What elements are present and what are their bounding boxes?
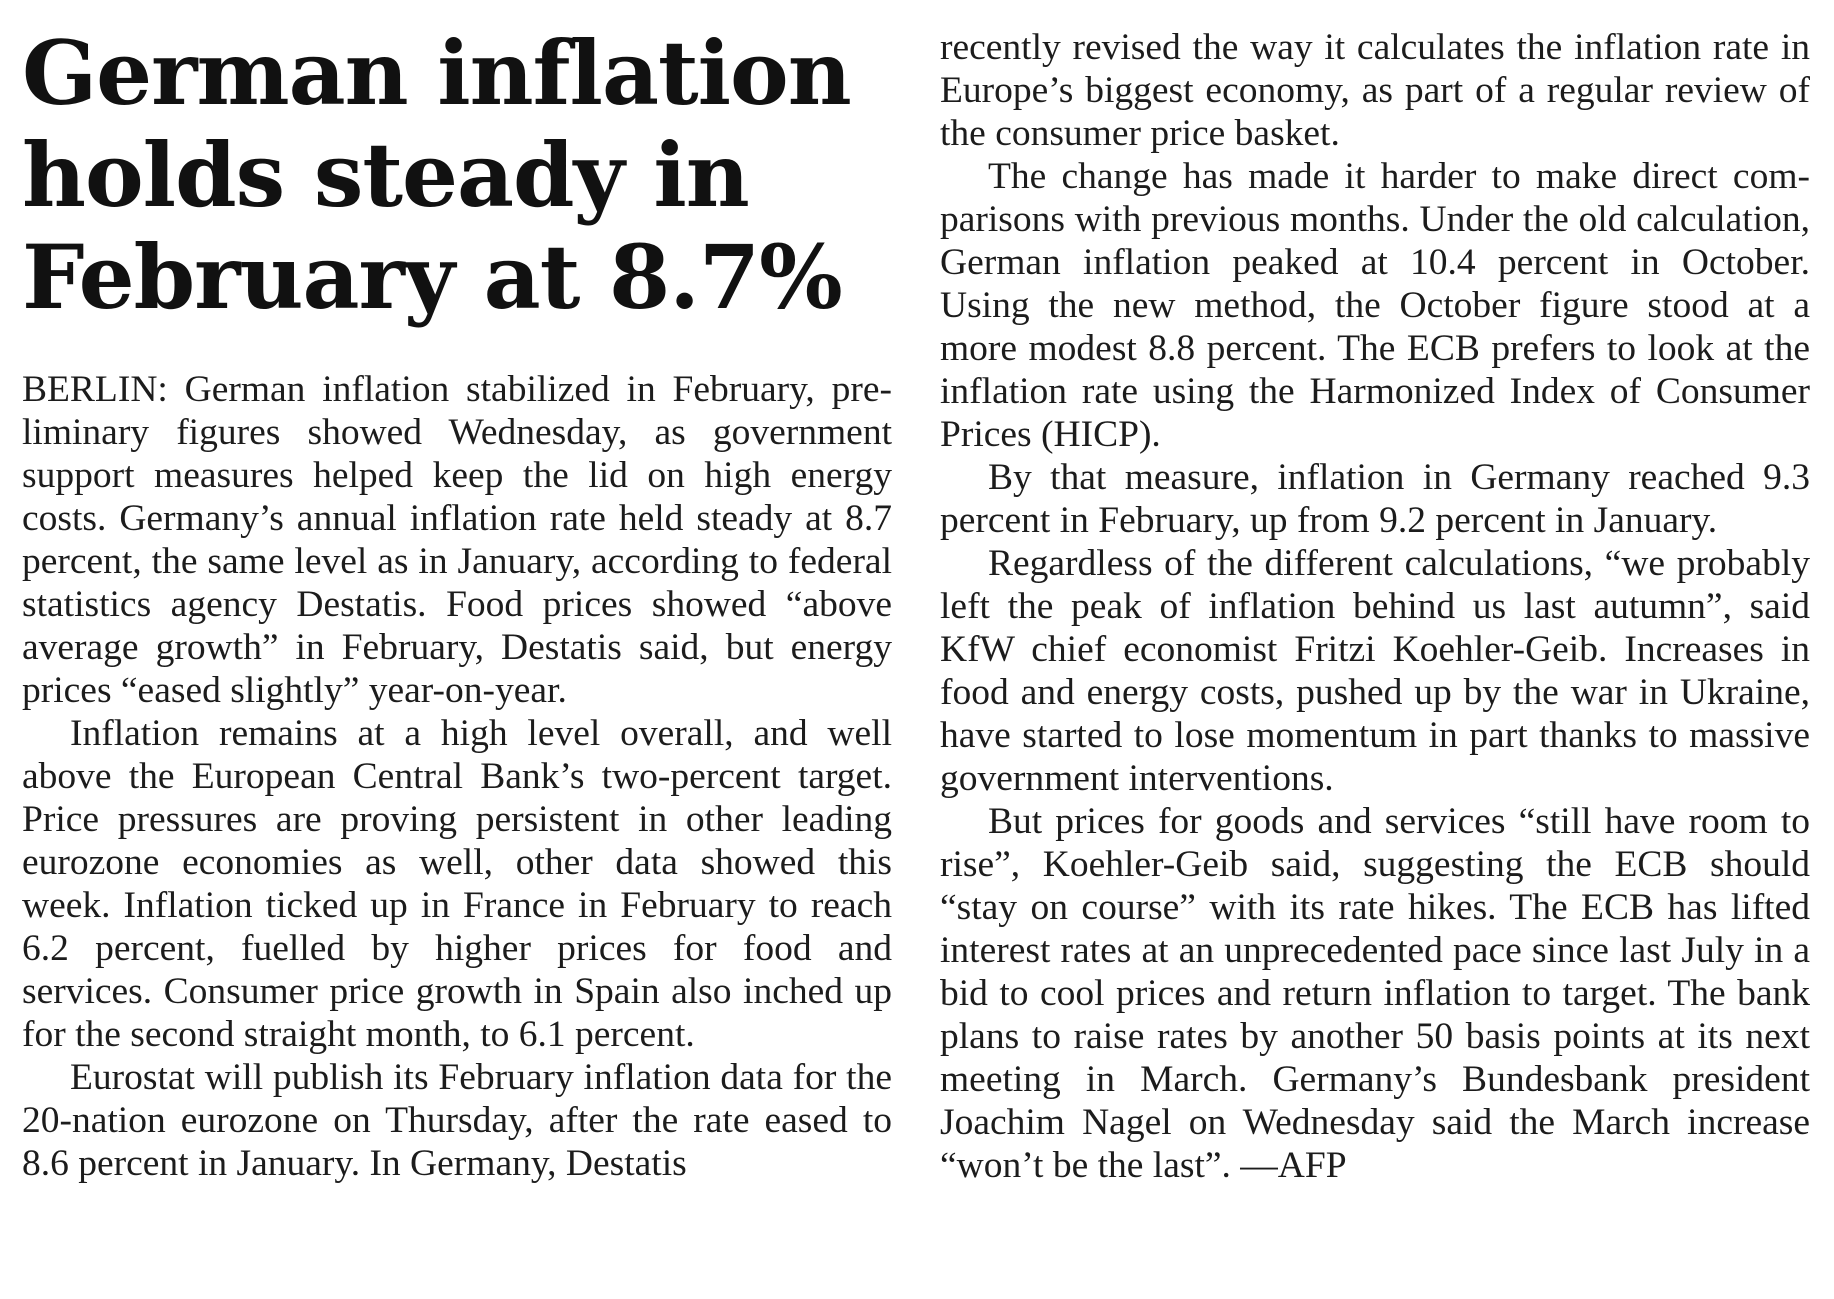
article-column-left	[22, 22, 892, 1185]
paragraph-left-2: Inflation remains at a high level overall, and well above the European Central Bank’s two-percent target. Price pressures are proving persistent in other leading eurozone economies as well, other data showed this week. Inflation ticked up in France in February to reach 6.2 percent, fuelled by higher prices for food and services. Consumer price growth in Spain also inched up for the second straight month, to 6.1 percent.	[22, 713, 892, 1055]
paragraph-left-1: BERLIN: German inflation stabilized in February, preliminary figures showed Wednesday, as government support measures helped keep the lid on high energy costs. Germany’s annual inflation rate held steady at 8.7 percent, the same level as in January, according to federal statistics agency Destatis. Food prices showed “above average growth” in February, Destatis said, but energy prices “eased slightly” year-on-year.	[22, 369, 892, 711]
paragraph-right-1: recently revised the way it calculates the inflation rate in Europe’s biggest economy, as part of a regular review of the consumer price basket.	[940, 27, 1810, 154]
headline: German inflation holds steady in February at 8.7%	[22, 21, 851, 329]
paragraph-right-5: But prices for goods and services “still have room to rise”, Koehler-Geib said, suggesting the ECB should “stay on course” with its rate hikes. The ECB has lifted interest rates at an unprecedented pace since last July in a bid to cool prices and return inflation to target. The bank plans to raise rates by another 50 basis points at its next meeting in March. Germany’s Bundesbank president Joachim Nagel on Wednesday said the March increase “won’t be the last”. —AFP	[940, 801, 1810, 1186]
paragraph-right-3: By that measure, inflation in Germany reached 9.3 percent in February, up from 9.2 percent in January.	[940, 457, 1810, 541]
paragraph-right-2: The change has made it harder to make direct comparisons with previous months. Under the old calculation, German inflation peaked at 10.4 percent in October. Using the new method, the October figure stood at a more modest 8.8 percent. The ECB prefers to look at the inflation rate using the Harmonized Index of Consumer Prices (HICP).	[940, 156, 1810, 455]
paragraph-left-3: Eurostat will publish its February inflation data for the 20-nation eurozone on Thursday, after the rate eased to 8.6 percent in January. In Germany, Destatis	[22, 1057, 892, 1184]
article-column-right	[940, 26, 1810, 1187]
paragraph-right-4: Regardless of the different calculations, “we probably left the peak of inflation behind us last autumn”, said KfW chief economist Fritzi Koehler-Geib. Increases in food and energy costs, pushed up by the war in Ukraine, have started to lose momentum in part thanks to massive government interventions.	[940, 543, 1810, 799]
